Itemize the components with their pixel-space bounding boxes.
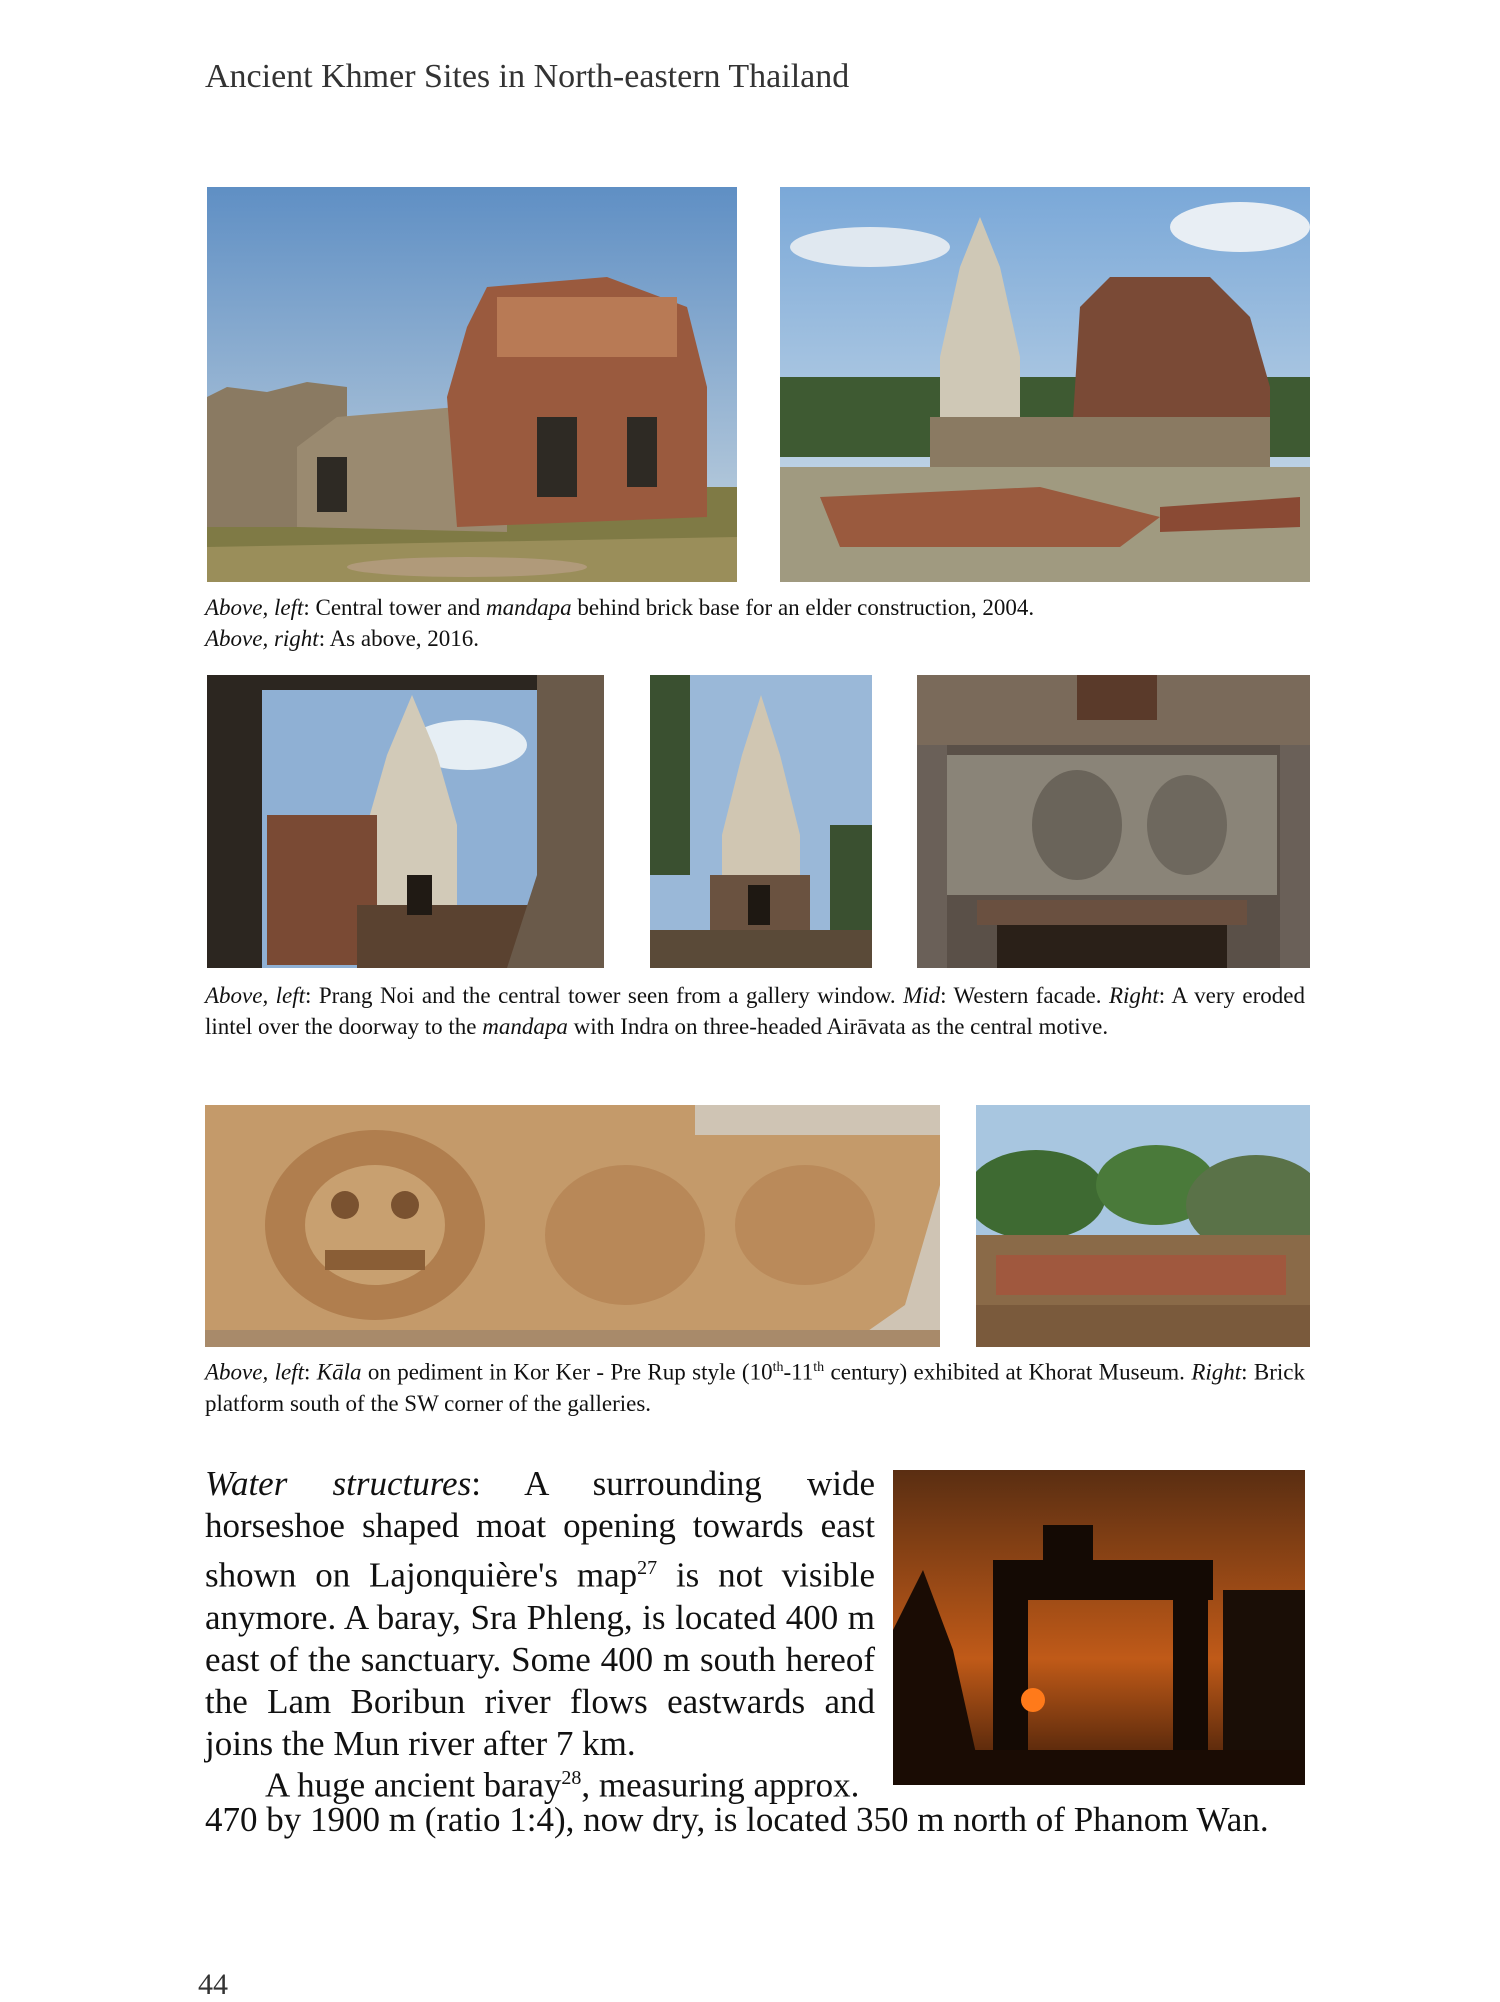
caption-line-2: Above, right: As above, 2016.: [205, 626, 480, 651]
page-number: 44: [198, 1968, 228, 2001]
caption-row-2: Above, left: Prang Noi and the central tower seen from a gallery window. Mid: Western facade. Right: A very eroded lintel over the doorway to the mandapa with Indra on three-headed Airāvata as the central motive.: [205, 983, 1305, 1039]
paragraph-huge-baray: A huge ancient baray$^{28}$, measuring approx.: [265, 1765, 860, 1805]
photo-eroded-lintel: [917, 675, 1310, 968]
photo-central-tower-2004: [207, 187, 737, 582]
paragraph-huge-baray-line-2: 470 by 1900 m (ratio 1:4), now dry, is located 350 m north of Phanom Wan.: [205, 1800, 1269, 1839]
photo-kala-pediment: [205, 1105, 940, 1347]
photo-sunset-gate: [893, 1470, 1305, 1785]
photo-brick-platform: [976, 1105, 1310, 1347]
caption-row-1: [205, 592, 1305, 654]
photo-western-facade: [650, 675, 872, 968]
photo-central-tower-2016: [780, 187, 1310, 582]
caption-row-3: Above, left: Kāla on pediment in Kor Ker - Pre Rup style (10th-11th century) exhibited at Khorat Museum. Right: Brick platform south of the SW corner of the galleries.: [205, 1359, 1306, 1416]
paragraph-water-structures: Water structures: A surrounding wide horseshoe shaped moat opening towards east shown on Lajonquière's map$^{27}$ is not visible anymore. A baray, Sra Phleng, is located 400 m east of the sanctuary. Some 400 m south hereof the Lam Boribun river flows eastwards and joins the Mun river after 7 km.: [205, 1464, 875, 1763]
photo-prang-noi-window: [207, 675, 604, 968]
caption-line-1: Above, left: Central tower and mandapa behind brick base for an elder construction, 2004.: [205, 595, 1035, 620]
running-header: Ancient Khmer Sites in North-eastern Thailand: [205, 58, 850, 95]
